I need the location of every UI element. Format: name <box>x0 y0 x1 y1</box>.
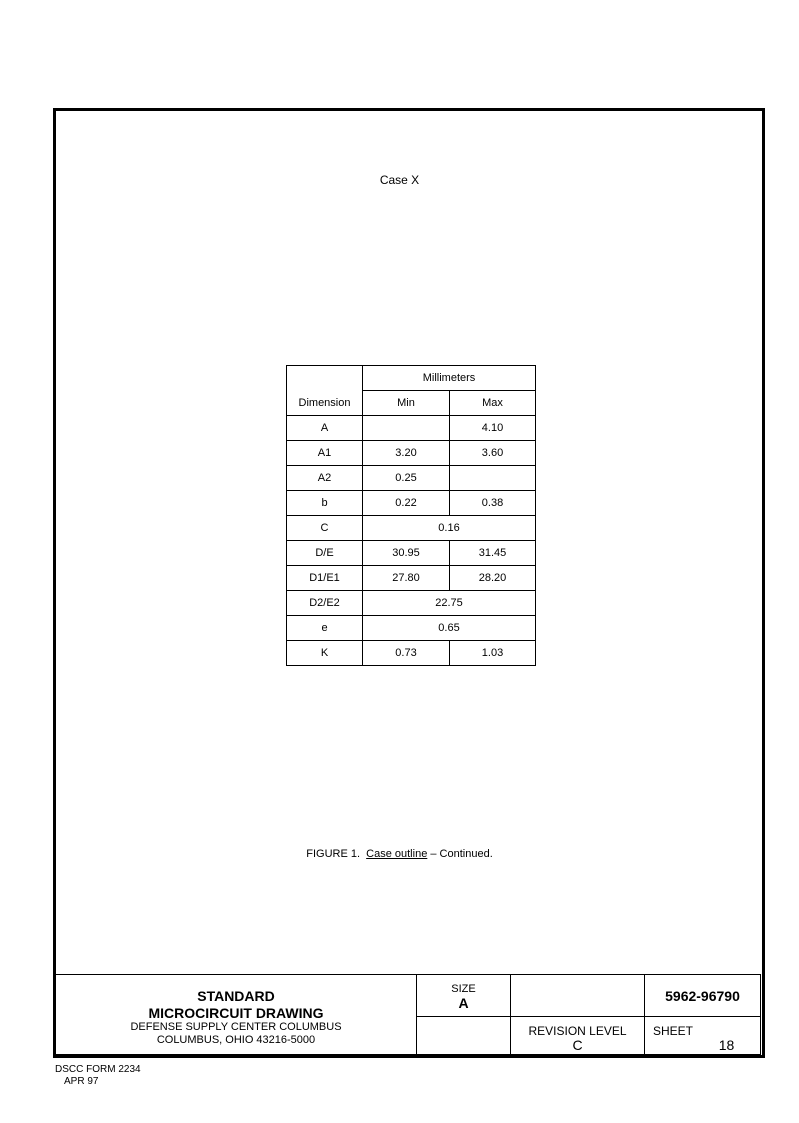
header-max: Max <box>450 391 536 416</box>
title-line-address: COLUMBUS, OHIO 43216-5000 <box>156 1034 316 1046</box>
cell-min <box>363 416 450 441</box>
table-row <box>287 516 536 541</box>
cell-max: 1.03 <box>450 641 536 666</box>
cell-dimension: D/E <box>287 541 363 566</box>
cell-max: 3.60 <box>450 441 536 466</box>
caption-underlined: Case outline <box>366 848 428 860</box>
table-row <box>287 566 536 591</box>
dimension-table <box>286 365 536 666</box>
cell-max: 4.10 <box>450 416 536 441</box>
title-line-standard: STANDARD <box>197 988 275 1004</box>
table-row <box>287 416 536 441</box>
size-label: SIZE <box>451 983 476 995</box>
blank-cell <box>511 975 645 1017</box>
title-line-agency: DEFENSE SUPPLY CENTER COLUMBUS <box>130 1021 342 1033</box>
revision-cell <box>511 1017 645 1055</box>
form-date: APR 97 <box>64 1076 99 1087</box>
cell-dimension: b <box>287 491 363 516</box>
cell-max: 0.38 <box>450 491 536 516</box>
cell-min: 0.22 <box>363 491 450 516</box>
title-block-standard <box>56 975 417 1055</box>
sheet-cell <box>645 1017 761 1055</box>
cell-dimension: C <box>287 516 363 541</box>
cell-min: 0.25 <box>363 466 450 491</box>
revision-label: REVISION LEVEL <box>528 1024 627 1038</box>
cell-dimension: D2/E2 <box>287 591 363 616</box>
header-dimension: Dimension <box>287 366 363 416</box>
cell-min: 0.73 <box>363 641 450 666</box>
table-row <box>287 466 536 491</box>
caption-prefix: FIGURE 1. <box>306 848 361 860</box>
table-row <box>287 591 536 616</box>
size-lower-cell <box>417 1017 511 1055</box>
cell-value: 22.75 <box>363 591 536 616</box>
cell-dimension: A <box>287 416 363 441</box>
table-row <box>287 541 536 566</box>
drawing-number: 5962-96790 <box>645 975 761 1017</box>
cell-value: 0.16 <box>363 516 536 541</box>
cell-max <box>450 466 536 491</box>
cell-dimension: A1 <box>287 441 363 466</box>
cell-value: 0.65 <box>363 616 536 641</box>
size-cell <box>417 975 511 1017</box>
table-row <box>287 616 536 641</box>
header-min: Min <box>363 391 450 416</box>
size-value: A <box>458 995 469 1011</box>
revision-value: C <box>572 1037 583 1053</box>
header-millimeters: Millimeters <box>363 366 536 391</box>
cell-min: 3.20 <box>363 441 450 466</box>
title-line-drawing: MICROCIRCUIT DRAWING <box>148 1005 324 1021</box>
cell-min: 30.95 <box>363 541 450 566</box>
cell-dimension: D1/E1 <box>287 566 363 591</box>
figure-caption <box>0 848 799 860</box>
table-row <box>287 641 536 666</box>
cell-min: 27.80 <box>363 566 450 591</box>
cell-max: 31.45 <box>450 541 536 566</box>
cell-max: 28.20 <box>450 566 536 591</box>
form-number: DSCC FORM 2234 <box>55 1064 141 1075</box>
table-row <box>287 441 536 466</box>
sheet-label: SHEET <box>653 1024 694 1038</box>
cell-dimension: K <box>287 641 363 666</box>
title-block <box>55 974 761 1055</box>
form-identifier <box>55 1064 141 1088</box>
sheet-value: 18 <box>718 1037 735 1053</box>
table-row <box>287 491 536 516</box>
cell-dimension: e <box>287 616 363 641</box>
case-title: Case X <box>379 173 420 187</box>
cell-dimension: A2 <box>287 466 363 491</box>
caption-suffix: – Continued. <box>430 848 493 860</box>
